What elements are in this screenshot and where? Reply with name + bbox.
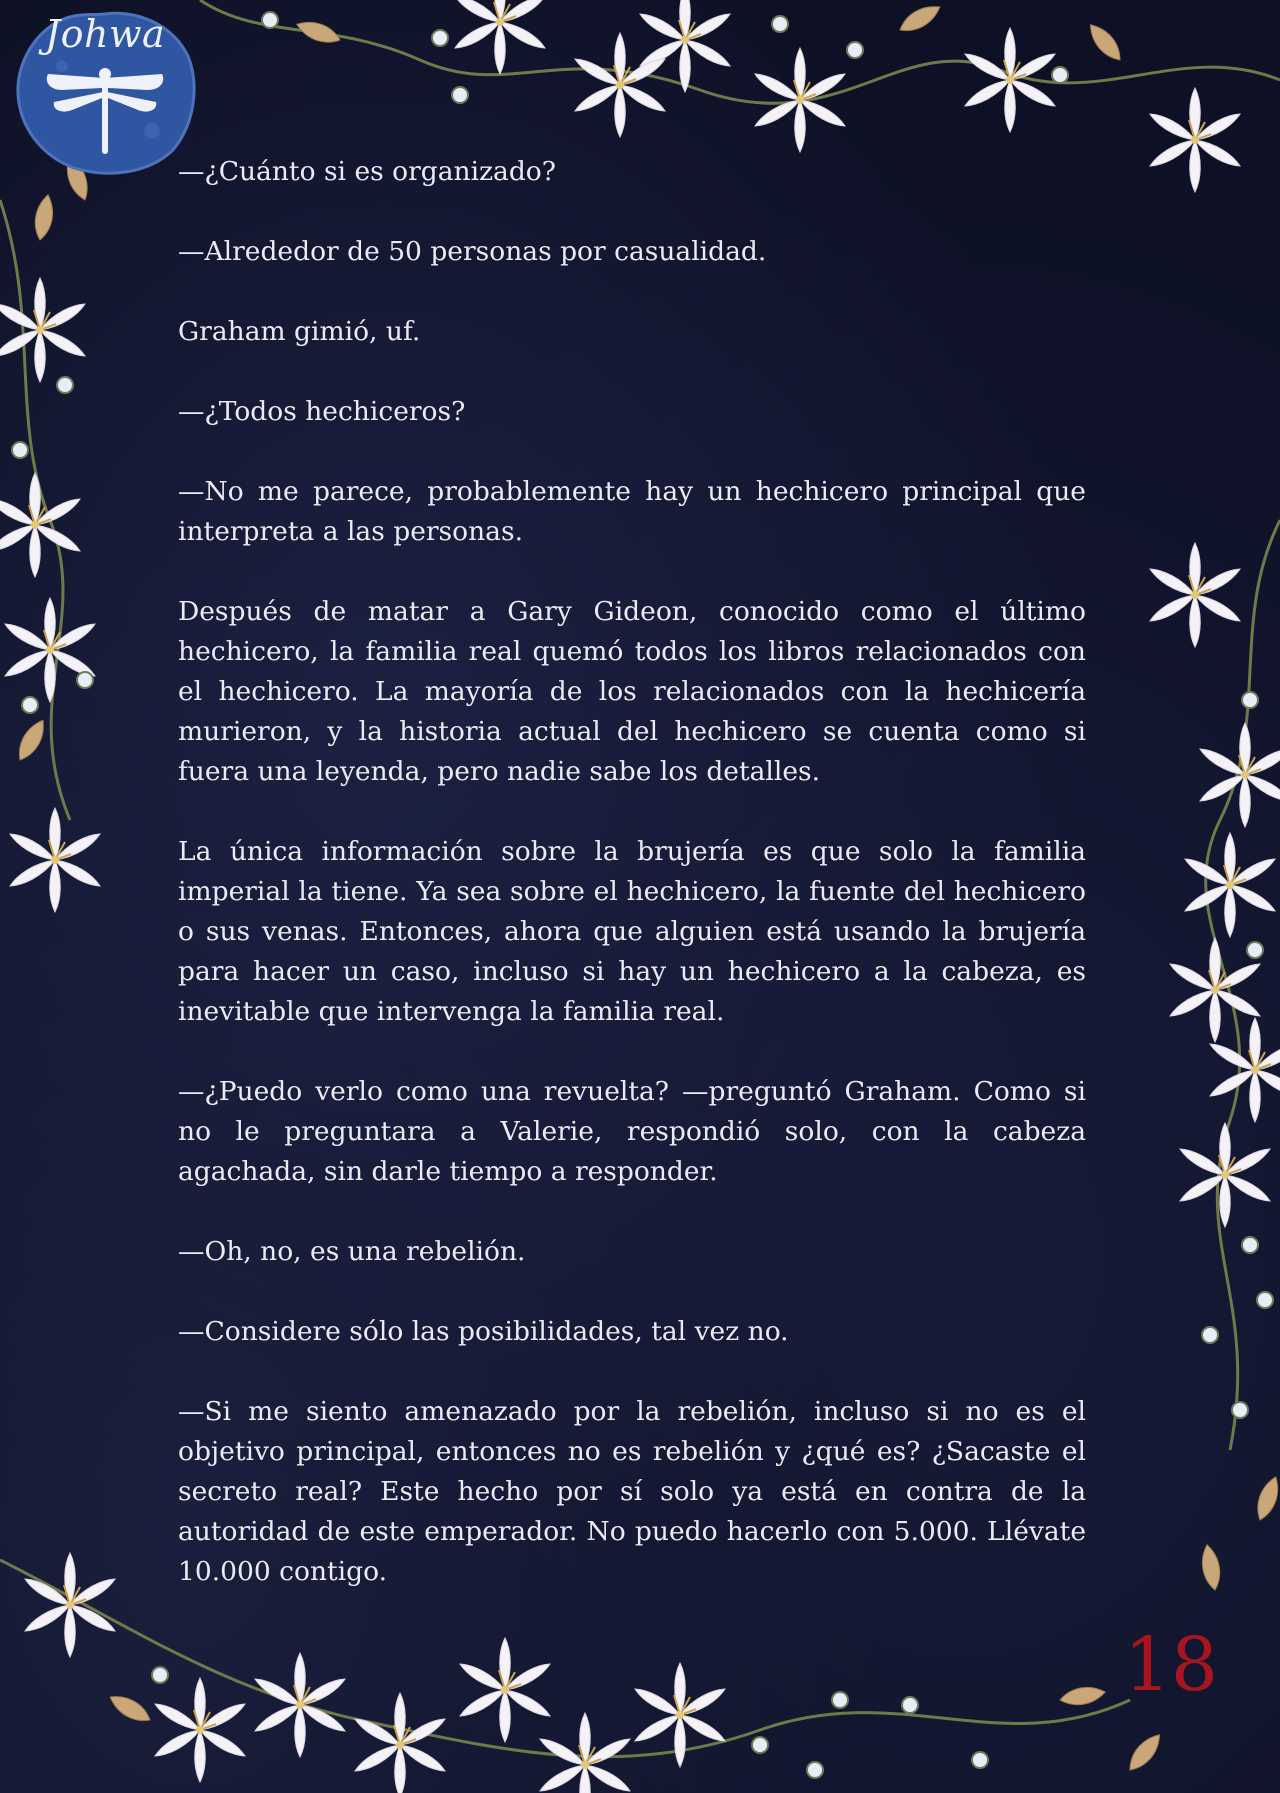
paragraph: —Alrededor de 50 personas por casualidad.: [178, 236, 767, 267]
paragraph: —Oh, no, es una rebelión.: [178, 1236, 526, 1267]
page-number: 18: [1123, 1622, 1218, 1708]
paragraph: —No me parece, probablemente hay un hechicero principal que interpreta a las personas.: [178, 476, 1086, 547]
logo-text: Johwa: [44, 12, 166, 56]
paragraph: —¿Todos hechiceros?: [178, 396, 466, 427]
johwa-logo: [12, 6, 198, 178]
paragraph: —Considere sólo las posibilidades, tal vez no.: [178, 1316, 789, 1347]
paragraph: Graham gimió, uf.: [178, 316, 421, 347]
story-text: [178, 152, 1086, 1632]
paragraph: —¿Puedo verlo como una revuelta? —preguntó Graham. Como si no le preguntara a Valerie, respondió solo, con la cabeza agachada, sin darle tiempo a responder.: [178, 1076, 1086, 1187]
dragonfly-icon: [40, 64, 170, 160]
paragraph: Después de matar a Gary Gideon, conocido como el último hechicero, la familia real quemó todos los libros relacionados con el hechicero. La mayoría de los relacionados con la hechicería murieron, y la historia actual del hechicero se cuenta como si fuera una leyenda, pero nadie sabe los detalles.: [178, 596, 1086, 787]
paragraph: La única información sobre la brujería es que solo la familia imperial la tiene. Ya sea sobre el hechicero, la fuente del hechicero o sus venas. Entonces, ahora que alguien está usando la brujería para hacer un caso, incluso si hay un hechicero a la cabeza, es inevitable que intervenga la familia real.: [178, 836, 1086, 1027]
paragraph: —Si me siento amenazado por la rebelión, incluso si no es el objetivo principal, entonces no es rebelión y ¿qué es? ¿Sacaste el secreto real? Este hecho por sí solo ya está en contra de la autoridad de este emperador. No puedo hacerlo con 5.000. Llévate 10.000 contigo.: [178, 1396, 1086, 1587]
paragraph: —¿Cuánto si es organizado?: [178, 156, 556, 187]
